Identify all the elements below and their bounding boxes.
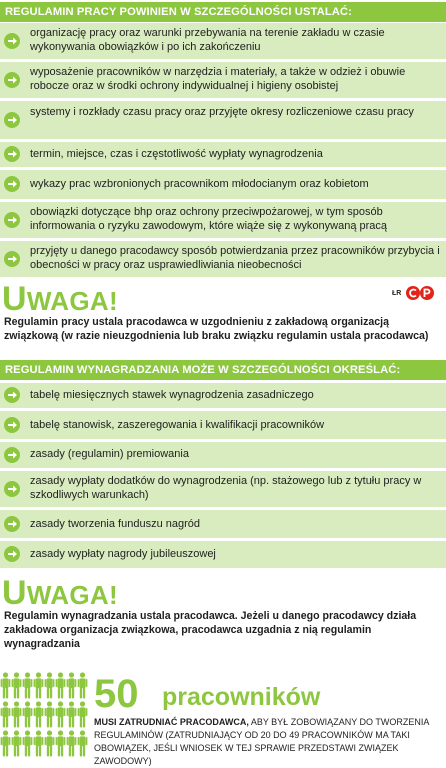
- section2-header: [0, 360, 446, 380]
- list-item-text: zasady (regulamin) premiowania: [30, 448, 189, 460]
- person-icon: [66, 730, 77, 758]
- arrow-right-icon: [4, 387, 20, 403]
- list-item: [0, 471, 446, 507]
- list-item: [0, 241, 446, 277]
- list-item: [0, 411, 446, 439]
- list-item: [0, 101, 446, 139]
- list-item: [0, 23, 446, 59]
- person-icon: [77, 701, 88, 729]
- person-icon: [11, 701, 22, 729]
- person-icon: [44, 701, 55, 729]
- list-item: [0, 170, 446, 199]
- person-icon: [66, 672, 77, 700]
- arrow-right-icon: [4, 546, 20, 562]
- list-item-text: organizację pracy oraz warunki przebywania na terenie zakładu w czasie wykonywania obowiązków i po ich zakończeniu: [30, 27, 385, 53]
- person-icon: [22, 672, 33, 700]
- list-item-text: tabelę miesięcznych stawek wynagrodzenia zasadniczego: [30, 389, 314, 401]
- list-item-text: zasady wypłaty dodatków do wynagrodzenia (np. stażowego lub z tytułu pracy w szkodliwych warunkach): [30, 475, 422, 501]
- section2-title: REGULAMIN WYNAGRADZANIA MOŻE W SZCZEGÓLNOŚCI OKREŚLAĆ:: [5, 364, 401, 376]
- list-item-text: zasady wypłaty nagrody jubileuszowej: [30, 548, 216, 560]
- list-item-text: systemy i rozkłady czasu pracy oraz przyjęte okresy rozliczeniowe czasu pracy: [30, 106, 414, 118]
- arrow-right-icon: [4, 72, 20, 88]
- bottom-description: [94, 716, 442, 768]
- copyright-icon: [405, 285, 435, 306]
- list-item: [0, 62, 446, 98]
- person-icon: [0, 701, 11, 729]
- list-item: [0, 541, 446, 568]
- person-icon: [0, 672, 11, 700]
- person-icon: [55, 730, 66, 758]
- arrow-right-icon: [4, 176, 20, 192]
- person-icon: [22, 730, 33, 758]
- person-icon: [33, 730, 44, 758]
- list-item-text: tabelę stanowisk, zaszeregowania i kwalifikacji pracowników: [30, 419, 325, 431]
- person-icon: [11, 730, 22, 758]
- list-item: [0, 383, 446, 408]
- arrow-right-icon: [4, 516, 20, 532]
- person-icon: [44, 730, 55, 758]
- list-item: [0, 142, 446, 167]
- arrow-right-icon: [4, 481, 20, 497]
- list-item: [0, 510, 446, 538]
- bottom-bold-text: MUSI ZATRUDNIAĆ PRACODAWCA,: [94, 717, 249, 727]
- person-icon: [22, 701, 33, 729]
- section1-header: [0, 2, 446, 22]
- uwaga-text: Regulamin pracy ustala pracodawca w uzgodnieniu z zakładową organizacją związkową (w razie nieuzgodnienia lub braku związku regulamin ustala pracodawca): [4, 316, 429, 342]
- list-item: [0, 202, 446, 238]
- person-icon: [44, 672, 55, 700]
- list-item-text: termin, miejsce, czas i częstotliwość wypłaty wynagrodzenia: [30, 148, 323, 160]
- list-item-text: wykazy prac wzbronionych pracownikom młodocianym oraz kobietom: [30, 178, 369, 190]
- section1-title: REGULAMIN PRACY POWINIEN W SZCZEGÓLNOŚCI USTALAĆ:: [5, 6, 352, 18]
- uwaga-text: Regulamin wynagradzania ustala pracodawca. Jeżeli u danego pracodawcy działa zakładowa organizacja związkowa, pracodawca uzgadnia z nią regulamin wynagradzania: [4, 610, 417, 650]
- list-item-text: wyposażenie pracowników w narzędzia i materiały, a także w odzież i obuwie robocze oraz w środki ochrony indywidualnej i higieny osobistej: [30, 66, 406, 92]
- arrow-right-icon: [4, 251, 20, 267]
- list-item-text: przyjęty u danego pracodawcy sposób potwierdzania przez pracowników przybycia i obecności w pracy oraz usprawiedliwiania nieobecności: [30, 245, 440, 271]
- arrow-right-icon: [4, 212, 20, 228]
- arrow-right-icon: [4, 146, 20, 162]
- author-initials: ŁR: [392, 290, 402, 297]
- list-item: [0, 442, 446, 468]
- uwaga-heading: UWAGA!: [2, 280, 118, 318]
- employee-count: 50: [94, 672, 139, 716]
- person-icon: [11, 672, 22, 700]
- arrow-right-icon: [4, 112, 20, 128]
- person-icon: [55, 672, 66, 700]
- uwaga-heading: UWAGA!: [2, 574, 118, 612]
- person-icon: [0, 730, 11, 758]
- person-icon: [33, 672, 44, 700]
- person-icon: [33, 701, 44, 729]
- person-icon: [55, 701, 66, 729]
- list-item-text: obowiązki dotyczące bhp oraz ochrony przeciwpożarowej, w tym sposób informowania o ryzyku zawodowym, które wiąże się z wykonywaną pracą: [30, 206, 388, 232]
- person-icon: [77, 730, 88, 758]
- person-icon: [77, 672, 88, 700]
- arrow-right-icon: [4, 417, 20, 433]
- arrow-right-icon: [4, 447, 20, 463]
- bottom-rest-text: ABY BYŁ ZOBOWIĄZANY DO TWORZENIA REGULAMINÓW (ZATRUDNIAJĄCY OD 20 DO 49 PRACOWNIKÓW MA TAKI OBOWIĄZEK, JEŚLI WNIOSEK W TEJ SPRAWIE PRZEDSTAWI ZWIĄZEK ZAWODOWY): [94, 717, 429, 766]
- people-icons: [0, 672, 88, 758]
- employee-unit: pracowników: [162, 683, 321, 711]
- person-icon: [66, 701, 77, 729]
- arrow-right-icon: [4, 33, 20, 49]
- list-item-text: zasady tworzenia funduszu nagród: [30, 518, 200, 530]
